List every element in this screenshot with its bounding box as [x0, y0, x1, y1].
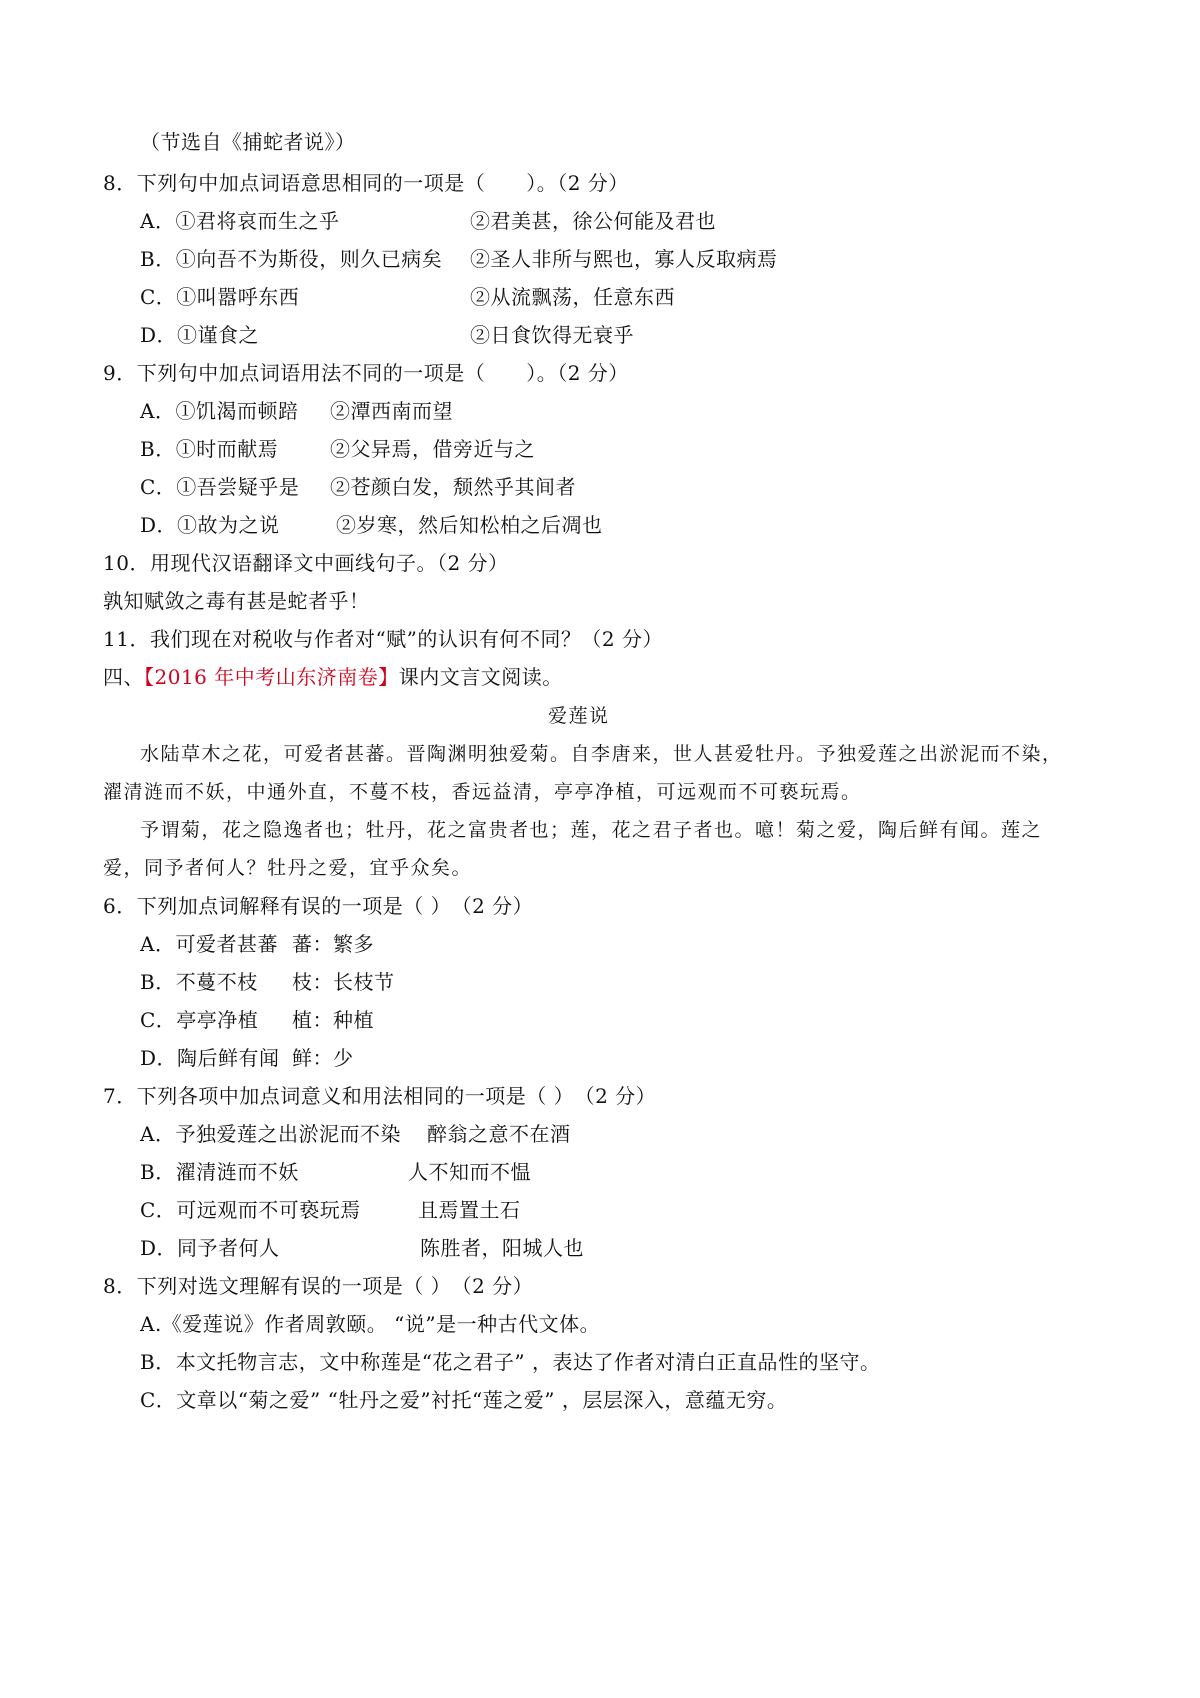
q8b-stem: 8．下列对选文理解有误的一项是（ ） （2 分）	[103, 1274, 534, 1298]
q7-option-d: D．同予者何人 陈胜者，阳城人也	[140, 1236, 584, 1260]
q7-option-b: B．濯清涟而不妖 人不知而不愠	[140, 1160, 531, 1184]
q6-option-c: C．亭亭净植 植：种植	[140, 1008, 374, 1032]
q6-option-b: B．不蔓不枝 枝：长枝节	[140, 970, 395, 994]
q10-stem: 10．用现代汉语翻译文中画线句子。（2 分）	[103, 551, 509, 575]
q8a-option-d: D．①谨食之 ②日食饮得无衰乎	[140, 323, 634, 347]
q9-option-b: B．①时而献焉 ②父异焉，借旁近与之	[140, 437, 535, 461]
source-note: （节选自《捕蛇者说》）	[140, 130, 356, 154]
q9-option-c: C．①吾尝疑乎是 ②苍颜白发，颓然乎其间者	[140, 475, 576, 499]
q9-stem: 9．下列句中加点词语用法不同的一项是（ ）。（2 分）	[103, 361, 629, 385]
q6-stem: 6．下列加点词解释有误的一项是（ ） （2 分）	[103, 894, 534, 918]
passage-para2-line1: 予谓菊，花之隐逸者也；牡丹，花之富贵者也；莲，花之君子者也。噫！菊之爱，陶后鲜有闻。莲之	[140, 819, 1043, 841]
q8a-option-a: A．①君将哀而生之乎 ②君美甚，徐公何能及君也	[140, 209, 716, 233]
passage-para1-line1: 水陆草木之花，可爱者甚蕃。晋陶渊明独爱菊。自李唐来，世人甚爱牡丹。予独爱莲之出淤泥而不染，	[140, 743, 1063, 765]
q6-option-a: A．可爱者甚蕃 蕃：繁多	[140, 932, 374, 956]
q9-option-d: D．①故为之说 ②岁寒，然后知松柏之后凋也	[140, 513, 603, 537]
q8a-option-c: C．①叫嚣呼东西 ②从流飘荡，任意东西	[140, 285, 675, 309]
q8b-option-c: C．文章以“菊之爱” “牡丹之爱”衬托“莲之爱” ，层层深入，意蕴无穷。	[140, 1388, 788, 1412]
q9-option-a: A．①饥渴而顿踣 ②潭西南而望	[140, 399, 453, 423]
q7-option-c: C．可远观而不可亵玩焉 且焉置土石	[140, 1198, 521, 1222]
passage-para2-line2: 爱，同予者何人？牡丹之爱，宜乎众矣。	[103, 857, 473, 879]
passage-para1-line2: 濯清涟而不妖，中通外直，不蔓不枝，香远益清，亭亭净植，可远观而不可亵玩焉。	[103, 781, 862, 803]
q8a-stem: 8．下列句中加点词语意思相同的一项是（ ）。（2 分）	[103, 171, 629, 195]
q7-stem: 7．下列各项中加点词意义和用法相同的一项是（ ） （2 分）	[103, 1084, 657, 1108]
q8b-option-b: B．本文托物言志，文中称莲是“花之君子” ，表达了作者对清白正直品性的坚守。	[140, 1350, 881, 1374]
passage-title: 爱莲说	[548, 705, 610, 727]
q11-stem: 11．我们现在对税收与作者对“赋”的认识有何不同？（2 分）	[103, 627, 663, 651]
q8a-option-b: B．①向吾不为斯役，则久已病矣 ②圣人非所与熙也，寡人反取病焉	[140, 247, 778, 271]
section4-source: 【2016 年中考山东济南卷】	[144, 665, 399, 689]
q6-option-d: D．陶后鲜有闻 鲜：少	[140, 1046, 354, 1070]
q8b-option-a: A.《爱莲说》作者周敦颐。 “说”是一种古代文体。	[140, 1312, 601, 1336]
q10-sentence: 孰知赋敛之毒有甚是蛇者乎！	[103, 589, 370, 613]
section4-heading: 四、【2016 年中考山东济南卷】课内文言文阅读。	[103, 665, 563, 689]
q7-option-a: A．予独爱莲之出淤泥而不染 醉翁之意不在酒	[140, 1122, 571, 1146]
